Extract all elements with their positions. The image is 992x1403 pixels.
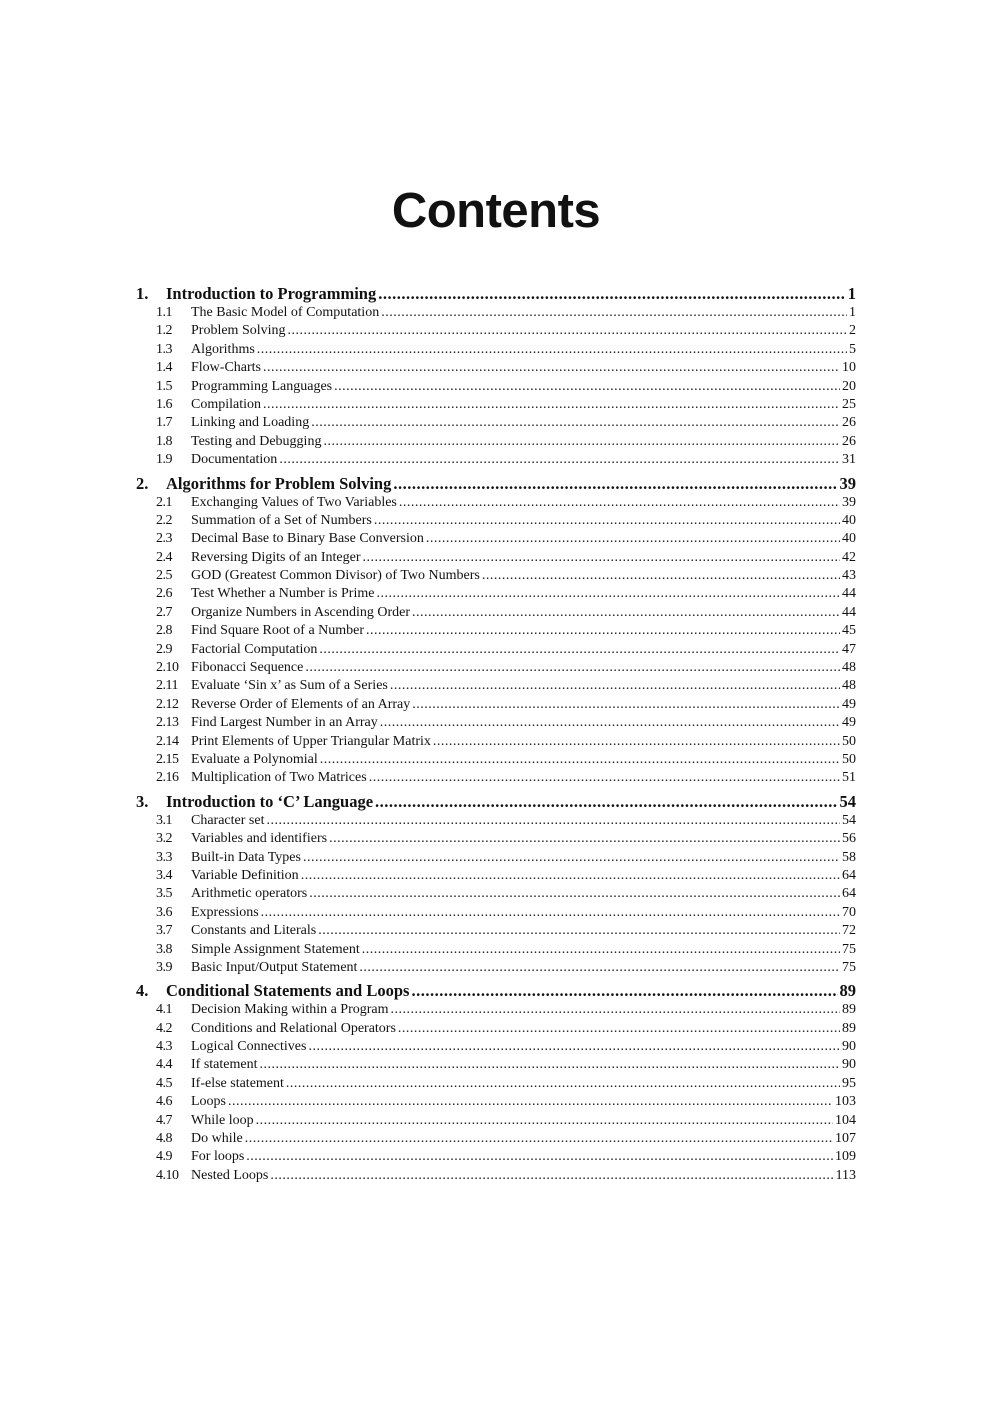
section-title: Documentation xyxy=(191,452,278,468)
section-entry[interactable] xyxy=(136,604,856,622)
section-title: Variables and identifiers xyxy=(191,831,328,847)
section-number: 4.3 xyxy=(156,1039,172,1055)
section-number: 4.7 xyxy=(156,1112,172,1128)
section-title: Conditions and Relational Operators xyxy=(191,1020,396,1036)
section-entry[interactable] xyxy=(136,1038,856,1056)
section-number: 4.8 xyxy=(156,1131,172,1147)
section-number: 4.4 xyxy=(156,1057,172,1073)
section-number: 2.3 xyxy=(156,531,172,547)
chapter-number: 4. xyxy=(136,981,149,1001)
section-entry[interactable] xyxy=(136,433,856,451)
section-entry[interactable] xyxy=(136,1056,856,1074)
section-page-number: 44 xyxy=(842,604,856,620)
dot-leader xyxy=(266,812,840,830)
section-number: 3.2 xyxy=(156,831,172,847)
dot-leader xyxy=(228,1093,833,1111)
dot-leader xyxy=(362,941,840,959)
section-entry[interactable] xyxy=(136,494,856,512)
dot-leader xyxy=(263,396,840,414)
dot-leader xyxy=(393,473,837,494)
section-title: Summation of a Set of Numbers xyxy=(191,512,372,528)
section-page-number: 75 xyxy=(842,959,856,975)
section-title: Linking and Loading xyxy=(191,415,310,431)
section-page-number: 72 xyxy=(842,923,856,939)
section-entry[interactable] xyxy=(136,769,856,787)
section-page-number: 1 xyxy=(849,305,856,320)
section-entry[interactable] xyxy=(136,659,856,677)
section-number: 3.1 xyxy=(156,812,172,828)
section-title: Compilation xyxy=(191,396,261,412)
dot-leader xyxy=(433,733,840,751)
dot-leader xyxy=(246,1148,833,1166)
section-page-number: 109 xyxy=(835,1149,856,1165)
dot-leader xyxy=(311,414,840,432)
section-title: Algorithms xyxy=(191,341,255,357)
section-number: 3.4 xyxy=(156,867,172,883)
chapter-title: Conditional Statements and Loops xyxy=(166,981,410,1001)
dot-leader xyxy=(323,433,840,451)
dot-leader xyxy=(375,791,837,812)
chapter-entry[interactable] xyxy=(136,791,856,812)
section-entry[interactable] xyxy=(136,1148,856,1166)
section-entry[interactable] xyxy=(136,849,856,867)
dot-leader xyxy=(482,567,840,585)
section-number: 2.15 xyxy=(156,751,179,767)
section-title: Reversing Digits of an Integer xyxy=(191,549,361,565)
section-page-number: 89 xyxy=(842,1002,856,1018)
section-number: 1.2 xyxy=(156,323,172,339)
section-entry[interactable] xyxy=(136,378,856,396)
section-title: Organize Numbers in Ascending Order xyxy=(191,604,411,620)
section-entry[interactable] xyxy=(136,1130,856,1148)
section-number: 2.11 xyxy=(156,678,178,694)
section-title: Do while xyxy=(191,1131,243,1147)
section-number: 1.3 xyxy=(156,341,172,357)
chapter-number: 2. xyxy=(136,473,149,493)
section-title: Decimal Base to Binary Base Conversion xyxy=(191,531,424,547)
section-number: 3.7 xyxy=(156,923,172,939)
dot-leader xyxy=(376,585,840,603)
section-title: Evaluate ‘Sin x’ as Sum of a Series xyxy=(191,678,388,694)
section-number: 2.12 xyxy=(156,696,179,712)
chapter-title: Introduction to ‘C’ Language xyxy=(166,791,374,811)
section-entry[interactable] xyxy=(136,396,856,414)
section-title: While loop xyxy=(191,1112,254,1128)
section-page-number: 25 xyxy=(842,396,856,412)
dot-leader xyxy=(426,530,840,548)
section-page-number: 70 xyxy=(842,904,856,920)
section-title: Decision Making within a Program xyxy=(191,1002,389,1018)
chapter-page-number: 1 xyxy=(847,284,856,303)
section-entry[interactable] xyxy=(136,641,856,659)
section-page-number: 64 xyxy=(842,867,856,883)
section-number: 4.6 xyxy=(156,1094,172,1110)
section-title: Arithmetic operators xyxy=(191,886,308,902)
section-number: 2.6 xyxy=(156,586,172,602)
dot-leader xyxy=(391,1001,840,1019)
section-entry[interactable] xyxy=(136,304,856,322)
section-title: Loops xyxy=(191,1094,226,1110)
dot-leader xyxy=(366,622,840,640)
dot-leader xyxy=(303,849,840,867)
section-title: If-else statement xyxy=(191,1075,284,1091)
section-number: 3.8 xyxy=(156,941,172,957)
section-entry[interactable] xyxy=(136,1167,856,1185)
dot-leader xyxy=(381,304,847,322)
section-title: Basic Input/Output Statement xyxy=(191,959,358,975)
section-entry[interactable] xyxy=(136,751,856,769)
dot-leader xyxy=(270,1167,833,1185)
section-title: Reverse Order of Elements of an Array xyxy=(191,696,411,712)
section-entry[interactable] xyxy=(136,414,856,432)
section-number: 3.3 xyxy=(156,849,172,865)
section-number: 2.7 xyxy=(156,604,172,620)
dot-leader xyxy=(374,512,840,530)
section-title: Testing and Debugging xyxy=(191,433,322,449)
section-number: 2.5 xyxy=(156,568,172,584)
section-entry[interactable] xyxy=(136,867,856,885)
section-page-number: 49 xyxy=(842,715,856,731)
dot-leader xyxy=(286,1075,840,1093)
section-number: 1.7 xyxy=(156,415,172,431)
section-entry[interactable] xyxy=(136,567,856,585)
section-number: 2.16 xyxy=(156,770,179,786)
section-entry[interactable] xyxy=(136,941,856,959)
section-title: Simple Assignment Statement xyxy=(191,941,360,957)
section-entry[interactable] xyxy=(136,733,856,751)
section-title: Evaluate a Polynomial xyxy=(191,751,318,767)
chapter-entry[interactable] xyxy=(136,473,856,494)
section-page-number: 54 xyxy=(842,812,856,828)
section-title: Variable Definition xyxy=(191,867,299,883)
chapter-entry[interactable] xyxy=(136,283,856,304)
section-page-number: 103 xyxy=(835,1094,856,1110)
section-entry[interactable] xyxy=(136,1020,856,1038)
section-title: Logical Connectives xyxy=(191,1039,307,1055)
section-title: Problem Solving xyxy=(191,323,286,339)
section-number: 2.13 xyxy=(156,715,179,731)
section-number: 1.5 xyxy=(156,378,172,394)
dot-leader xyxy=(279,451,840,469)
dot-leader xyxy=(301,867,840,885)
dot-leader xyxy=(319,641,840,659)
dot-leader xyxy=(305,659,840,677)
section-title: Character set xyxy=(191,812,265,828)
dot-leader xyxy=(263,359,840,377)
section-number: 2.2 xyxy=(156,512,172,528)
dot-leader xyxy=(380,714,840,732)
section-title: Built-in Data Types xyxy=(191,849,301,865)
section-page-number: 26 xyxy=(842,433,856,449)
section-entry[interactable] xyxy=(136,530,856,548)
section-page-number: 56 xyxy=(842,831,856,847)
section-number: 4.1 xyxy=(156,1002,172,1018)
dot-leader xyxy=(320,751,840,769)
section-entry[interactable] xyxy=(136,922,856,940)
dot-leader xyxy=(261,904,840,922)
section-page-number: 5 xyxy=(849,341,856,357)
section-title: Programming Languages xyxy=(191,378,333,394)
section-entry[interactable] xyxy=(136,830,856,848)
section-title: Multiplication of Two Matrices xyxy=(191,770,367,786)
section-title: For loops xyxy=(191,1149,245,1165)
section-title: Factorial Computation xyxy=(191,641,318,657)
chapter-number: 1. xyxy=(136,284,149,303)
section-number: 2.4 xyxy=(156,549,172,565)
page-title: Contents xyxy=(391,184,601,238)
dot-leader xyxy=(411,980,837,1001)
section-page-number: 50 xyxy=(842,751,856,767)
section-page-number: 89 xyxy=(842,1020,856,1036)
section-entry[interactable] xyxy=(136,585,856,603)
section-entry[interactable] xyxy=(136,322,856,340)
section-page-number: 113 xyxy=(835,1167,856,1183)
dot-leader xyxy=(308,1038,840,1056)
section-page-number: 64 xyxy=(842,886,856,902)
section-number: 1.9 xyxy=(156,452,172,468)
section-page-number: 90 xyxy=(842,1057,856,1073)
section-page-number: 45 xyxy=(842,623,856,639)
section-entry[interactable] xyxy=(136,512,856,530)
section-title: Constants and Literals xyxy=(191,923,317,939)
section-page-number: 49 xyxy=(842,696,856,712)
section-page-number: 107 xyxy=(835,1131,856,1147)
dot-leader xyxy=(412,604,840,622)
section-page-number: 44 xyxy=(842,586,856,602)
section-entry[interactable] xyxy=(136,885,856,903)
section-page-number: 104 xyxy=(835,1112,856,1128)
section-entry[interactable] xyxy=(136,359,856,377)
dot-leader xyxy=(245,1130,833,1148)
section-number: 4.5 xyxy=(156,1075,172,1091)
section-title: GOD (Greatest Common Divisor) of Two Numbers xyxy=(191,568,480,584)
dot-leader xyxy=(309,885,840,903)
section-entry[interactable] xyxy=(136,812,856,830)
chapter-page-number: 89 xyxy=(839,981,856,1001)
section-page-number: 40 xyxy=(842,512,856,528)
section-number: 1.6 xyxy=(156,396,172,412)
section-page-number: 90 xyxy=(842,1039,856,1055)
section-page-number: 95 xyxy=(842,1075,856,1091)
section-number: 1.1 xyxy=(156,305,172,320)
dot-leader xyxy=(378,283,846,304)
chapter-title: Introduction to Programming xyxy=(166,284,377,303)
section-entry[interactable] xyxy=(136,677,856,695)
section-page-number: 2 xyxy=(849,323,856,339)
toc-chapter xyxy=(136,980,856,1185)
section-page-number: 31 xyxy=(842,452,856,468)
section-page-number: 47 xyxy=(842,641,856,657)
section-title: If statement xyxy=(191,1057,258,1073)
section-page-number: 48 xyxy=(842,660,856,676)
section-page-number: 58 xyxy=(842,849,856,865)
dot-leader xyxy=(318,922,840,940)
section-title: Nested Loops xyxy=(191,1167,269,1183)
dot-leader xyxy=(334,378,840,396)
section-page-number: 50 xyxy=(842,733,856,749)
chapter-page-number: 54 xyxy=(839,791,856,811)
dot-leader xyxy=(363,549,840,567)
section-number: 2.10 xyxy=(156,660,179,676)
section-entry[interactable] xyxy=(136,341,856,359)
section-number: 3.5 xyxy=(156,886,172,902)
dot-leader xyxy=(257,341,847,359)
section-number: 2.9 xyxy=(156,641,172,657)
section-title: Flow-Charts xyxy=(191,360,261,376)
chapter-entry[interactable] xyxy=(136,980,856,1001)
dot-leader xyxy=(256,1112,833,1130)
section-entry[interactable] xyxy=(136,1075,856,1093)
section-page-number: 26 xyxy=(842,415,856,431)
section-entry[interactable] xyxy=(136,1001,856,1019)
toc-chapter xyxy=(136,473,856,788)
section-entry[interactable] xyxy=(136,622,856,640)
section-number: 2.8 xyxy=(156,623,172,639)
section-number: 4.10 xyxy=(156,1167,179,1183)
section-number: 3.6 xyxy=(156,904,172,920)
section-entry[interactable] xyxy=(136,451,856,469)
section-page-number: 48 xyxy=(842,678,856,694)
section-title: Test Whether a Number is Prime xyxy=(191,586,375,602)
dot-leader xyxy=(412,696,840,714)
section-page-number: 42 xyxy=(842,549,856,565)
section-number: 2.14 xyxy=(156,733,179,749)
section-entry[interactable] xyxy=(136,1093,856,1111)
toc-chapter xyxy=(136,283,856,470)
dot-leader xyxy=(390,677,840,695)
section-page-number: 20 xyxy=(842,378,856,394)
section-title: Find Largest Number in an Array xyxy=(191,715,378,731)
chapter-page-number: 39 xyxy=(839,473,856,493)
section-number: 3.9 xyxy=(156,959,172,975)
section-entry[interactable] xyxy=(136,1112,856,1130)
toc-chapter xyxy=(136,791,856,978)
section-entry[interactable] xyxy=(136,549,856,567)
dot-leader xyxy=(369,769,840,787)
section-page-number: 40 xyxy=(842,531,856,547)
section-title: Expressions xyxy=(191,904,259,920)
dot-leader xyxy=(359,959,840,977)
section-number: 1.4 xyxy=(156,360,172,376)
section-title: The Basic Model of Computation xyxy=(191,305,380,320)
dot-leader xyxy=(399,494,840,512)
section-page-number: 51 xyxy=(842,770,856,786)
section-entry[interactable] xyxy=(136,959,856,977)
dot-leader xyxy=(329,830,840,848)
section-page-number: 43 xyxy=(842,568,856,584)
section-title: Fibonacci Sequence xyxy=(191,660,304,676)
section-page-number: 75 xyxy=(842,941,856,957)
section-entry[interactable] xyxy=(136,696,856,714)
dot-leader xyxy=(288,322,847,340)
section-title: Exchanging Values of Two Variables xyxy=(191,494,397,510)
section-page-number: 39 xyxy=(842,494,856,510)
dot-leader xyxy=(259,1056,840,1074)
section-entry[interactable] xyxy=(136,904,856,922)
chapter-number: 3. xyxy=(136,791,149,811)
section-number: 4.9 xyxy=(156,1149,172,1165)
section-number: 4.2 xyxy=(156,1020,172,1036)
chapter-title: Algorithms for Problem Solving xyxy=(166,473,392,493)
section-title: Print Elements of Upper Triangular Matrix xyxy=(191,733,431,749)
table-of-contents xyxy=(136,283,856,1185)
section-entry[interactable] xyxy=(136,714,856,732)
section-number: 1.8 xyxy=(156,433,172,449)
section-number: 2.1 xyxy=(156,494,172,510)
section-title: Find Square Root of a Number xyxy=(191,623,365,639)
section-page-number: 10 xyxy=(842,360,856,376)
dot-leader xyxy=(398,1020,840,1038)
